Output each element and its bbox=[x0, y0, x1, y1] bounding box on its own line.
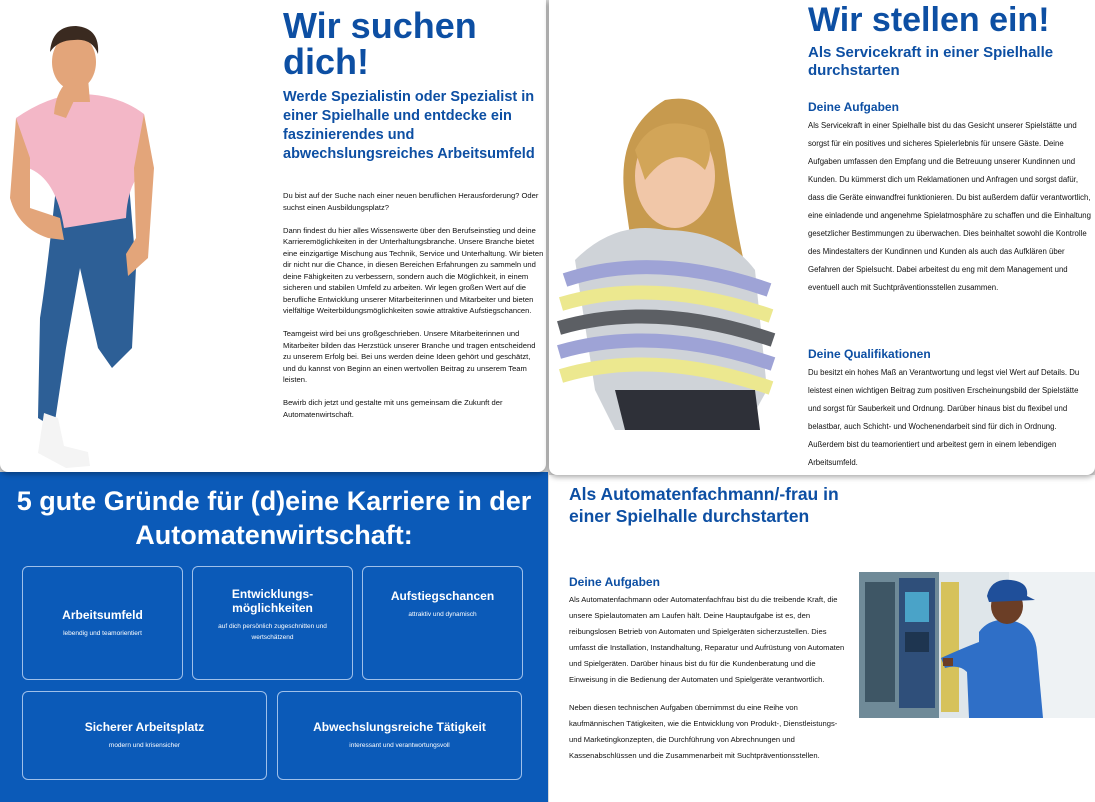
reason-card bbox=[22, 566, 183, 680]
qualifications-text: Du besitzt ein hohes Maß an Verantwortung und legst viel Wert auf Details. Du leistest einen wichtigen Beitrag zum positiven Erscheinungsbild der Spielstätte und sorgst für Sauberkeit und Ordnung. Darüber hinaus bist du flexibel und belastbar, auch Schicht- und Wochenendarbeit sind für dich in Ordnung. Außerdem bist du teamorientiert und arbeitest gern in einem lebendigen Arbeitsumfeld. bbox=[808, 368, 1080, 467]
panel-wir-suchen-dich bbox=[0, 0, 546, 472]
reason-title: Entwicklungs-möglichkeiten bbox=[231, 587, 314, 615]
qualifications-section bbox=[808, 347, 1091, 472]
reason-subtitle: attraktiv und dynamisch bbox=[408, 611, 477, 618]
tasks-paragraph: Als Automatenfachmann oder Automatenfachfrau bist du die treibende Kraft, die unsere Spielautomaten am Laufen hält. Deine Hauptaufgabe ist es, den reibungslosen Betrieb von Automaten und Spielgeräten sicherzustellen. Dies umfasst die Installation, Instandhaltung, Reparatur und Aufrüstung von Automaten und Spielgeräten. Darüber hinaus bist du für die Kundenberatung und die Einweisung in die Bedienung der Automaten und Spielgeräte verantwortlich. bbox=[569, 595, 845, 684]
reason-title: Aufstiegschancen bbox=[390, 589, 495, 603]
reason-card bbox=[277, 691, 522, 780]
panel-five-reasons bbox=[0, 472, 548, 802]
intro-text bbox=[283, 190, 545, 432]
reason-subtitle: interessant und verantwortungsvoll bbox=[349, 742, 450, 749]
reason-title: Arbeitsumfeld bbox=[62, 607, 143, 622]
reason-subtitle: modern und krisensicher bbox=[108, 742, 181, 749]
reason-card bbox=[362, 566, 523, 680]
qualifications-heading: Deine Qualifikationen bbox=[808, 347, 931, 361]
smiling-woman-image bbox=[555, 90, 777, 430]
tasks-text: Als Servicekraft in einer Spielhalle bist du das Gesicht unserer Spielstätte und sorgst für ein positives und sicheres Spielerlebnis für unsere Gäste. Deine Aufgaben umfassen den Empfang und die Betreuung unserer Kundinnen und Kunden. Du kümmerst dich um Reklamationen und Anfragen und sorgst dafür, dass die Geräte einwandfrei funktionieren. Du bist außerdem dafür verantwortlich, eine einladende und angenehme Spielatmosphäre zu schaffen und die Einhaltung gesetzlicher Bestimmungen zu überwachen. Dies beinhaltet sowohl die Kontrolle des Mindestalters der Kundinnen und Kunden als auch das Aufklären über Gefahren der Spielsucht. Dabei arbeitest du eng mit dem Management und eventuell auch mit Suchtpräventionsstellen zusammen. bbox=[808, 121, 1091, 292]
reason-card bbox=[192, 566, 353, 680]
tasks-paragraph: Neben diesen technischen Aufgaben übernimmst du eine Reihe von kaufmännischen Tätigkeiten, wie die Entwicklung von Produkt-, Dienstleistungs- und Marketingkonzepten, die Durchführung von Abrechnungen und Kassenabschlüssen und die Zusammenarbeit mit Suchtpräventionsstellen. bbox=[569, 703, 838, 760]
man-in-pink-shirt-image bbox=[8, 18, 158, 472]
page-title: Wir suchen dich! bbox=[283, 5, 477, 82]
tasks-section bbox=[569, 575, 847, 776]
reason-subtitle: lebendig und teamorientiert bbox=[63, 629, 142, 637]
tasks-heading: Deine Aufgaben bbox=[569, 575, 660, 589]
reason-title: Abwechslungsreiche Tätigkeit bbox=[313, 720, 486, 734]
technician-at-machine-image bbox=[859, 572, 1095, 718]
tasks-section bbox=[808, 100, 1091, 297]
panel-automatenfachmann bbox=[549, 475, 1095, 802]
intro-paragraph: Du bist auf der Suche nach einer neuen beruflichen Herausforderung? Oder suchst einen Ausbildungsplatz? bbox=[283, 191, 539, 212]
page-title: Als Automatenfachmann/-frau in einer Spielhalle durchstarten bbox=[569, 484, 839, 526]
page-subtitle: Werde Spezialistin oder Spezialist in einer Spielhalle und entdecke ein faszinierendes und abwechslungsreiches Arbeitsumfeld bbox=[283, 89, 535, 162]
intro-paragraph: Bewirb dich jetzt und gestalte mit uns gemeinsam die Zukunft der Automatenwirtschaft. bbox=[283, 398, 503, 419]
panel-servicekraft bbox=[549, 0, 1095, 475]
page-subtitle: Als Servicekraft in einer Spielhalle durchstarten bbox=[808, 44, 1054, 79]
reason-title: Sicherer Arbeitsplatz bbox=[84, 720, 205, 734]
page-title: Wir stellen ein! bbox=[808, 1, 1050, 39]
reason-card bbox=[22, 691, 267, 780]
intro-paragraph: Dann findest du hier alles Wissenswerte über den Berufseinstieg und deine Karrieremöglichkeiten in der Unterhaltungsbranche. Unsere Branche bietet eine einzigartige Mischung aus Technik, Service und Unterhaltung. Wir bieten dir nicht nur die Chance, in diesen Bereichen Erfahrungen zu sammeln und deine Fähigkeiten zu verbessern, sondern auch die Möglichkeit, in einem sicheren und stabilen Umfeld zu arbeiten. Wir legen großen Wert auf die berufliche Entwicklung unserer Mitarbeiterinnen und Mitarbeiter und bieten vielfältige Weiterbildungsmöglichkeiten sowie attraktive Aufstiegschancen. bbox=[283, 225, 544, 315]
reasons-heading: 5 gute Gründe für (d)eine Karriere in der Automatenwirtschaft: bbox=[16, 486, 532, 550]
tasks-heading: Deine Aufgaben bbox=[808, 100, 899, 114]
intro-paragraph: Teamgeist wird bei uns großgeschrieben. Unsere Mitarbeiterinnen und Mitarbeiter bilden das Herzstück unserer Branche und tragen entscheidend zu unserem Erfolg bei. Bei uns werden deine Ideen gehört und geschätzt, und du kannst von Beginn an einen wertvollen Beitrag zu unserem Team leisten. bbox=[283, 329, 536, 384]
reason-subtitle: auf dich persönlich zugeschnitten und wertschätzend bbox=[218, 623, 327, 641]
